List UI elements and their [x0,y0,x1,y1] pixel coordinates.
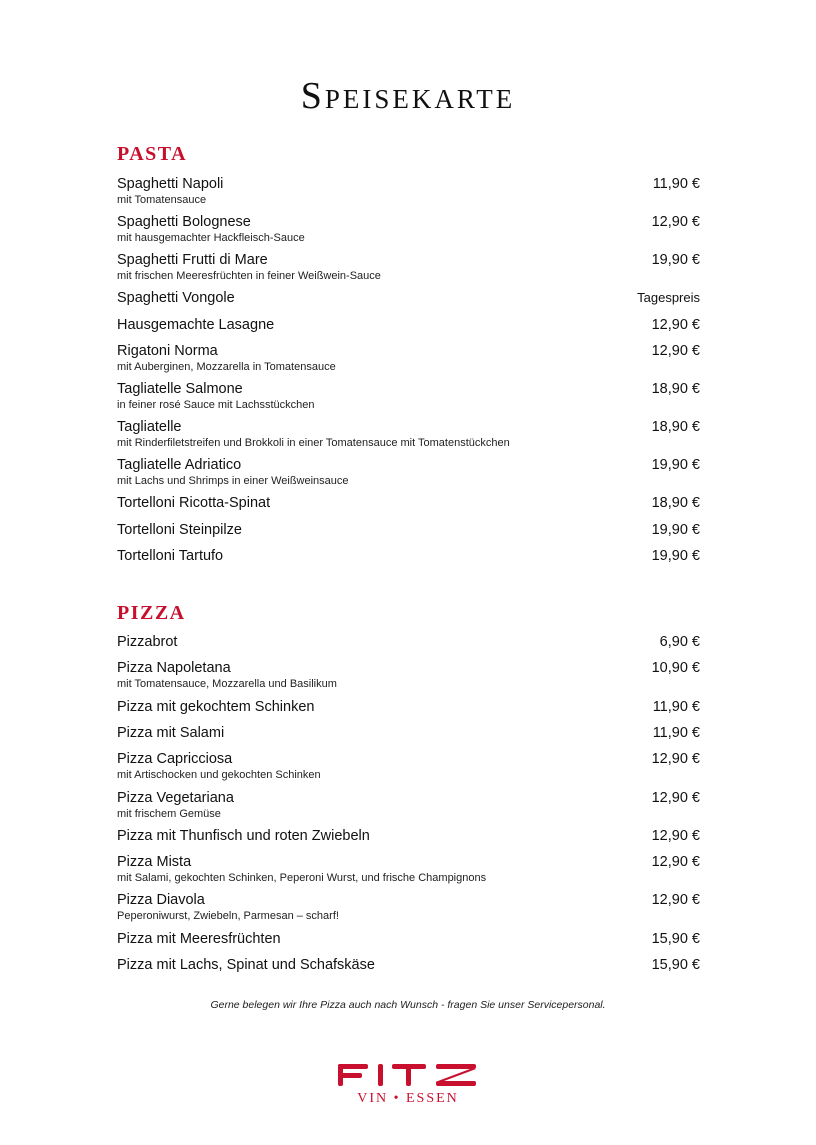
dish-description: mit frischem Gemüse [117,808,221,820]
dish-price: 12,90 € [651,751,700,767]
dish-name: Pizza Vegetariana [117,790,234,806]
dish-price: 18,90 € [651,381,700,397]
dish-price: Tagespreis [637,290,700,305]
dish-description: mit Rinderfiletstreifen und Brokkoli in einer Tomatensauce mit Tomatenstückchen [117,437,510,449]
dish-price: 11,90 € [652,176,700,192]
dish-name: Pizza mit Meeresfrüchten [117,931,281,947]
dish-name: Pizza Mista [117,854,192,870]
dish-description: mit Tomatensauce [117,194,207,206]
dish-name: Tortelloni Steinpilze [117,522,242,538]
dish-price: 12,90 € [651,828,700,844]
dish-name: Tortelloni Tartufo [117,548,224,564]
menu-item [117,659,700,691]
dish-price: 19,90 € [651,252,700,268]
menu-item [117,633,700,651]
logo-wordmark [336,1062,480,1088]
page-title: Speisekarte [300,75,516,117]
logo-tagline: VIN • ESSEN [357,1091,459,1106]
menu-item [117,724,700,742]
menu-item [117,853,700,885]
dish-name: Spaghetti Vongole [117,290,235,306]
dish-price: 12,90 € [651,214,700,230]
pizza-custom-note: Gerne belegen wir Ihre Pizza auch nach Wunsch - fragen Sie unser Servicepersonal. [210,999,606,1011]
dish-name: Spaghetti Frutti di Mare [117,252,268,268]
dish-price: 15,90 € [651,931,700,947]
dish-name: Pizza Capricciosa [117,751,233,767]
menu-item [117,547,700,565]
menu-item [117,698,700,716]
dish-description: mit hausgemachter Hackfleisch-Sauce [117,232,305,244]
dish-price: 18,90 € [651,419,700,435]
dish-price: 11,90 € [652,725,700,741]
section-heading-pizza: PIZZA [117,602,186,624]
dish-price: 19,90 € [651,522,700,538]
dish-description: mit Auberginen, Mozzarella in Tomatensauce [117,361,336,373]
dish-name: Spaghetti Napoli [117,176,224,192]
menu-item [117,418,700,450]
dish-price: 15,90 € [651,957,700,973]
dish-name: Pizzabrot [117,634,178,650]
menu-item [117,521,700,539]
menu-item [117,289,700,307]
dish-name: Hausgemachte Lasagne [117,317,275,333]
section-heading-pasta: PASTA [117,143,188,165]
dish-description: Peperoniwurst, Zwiebeln, Parmesan – scharf! [117,910,339,922]
dish-name: Tagliatelle [117,419,182,435]
dish-name: Tagliatelle Adriatico [117,457,242,473]
dish-description: mit Salami, gekochten Schinken, Peperoni Wurst, und frische Champignons [117,872,487,884]
dish-price: 19,90 € [651,548,700,564]
dish-name: Tagliatelle Salmone [117,381,243,397]
menu-item [117,316,700,334]
dish-price: 12,90 € [651,892,700,908]
menu-item [117,494,700,512]
dish-description: in feiner rosé Sauce mit Lachsstückchen [117,399,315,411]
menu-item [117,930,700,948]
dish-name: Pizza mit Thunfisch und roten Zwiebeln [117,828,370,844]
dish-price: 12,90 € [651,343,700,359]
dish-name: Rigatoni Norma [117,343,218,359]
dish-price: 10,90 € [651,660,700,676]
dish-description: mit frischen Meeresfrüchten in feiner Weißwein-Sauce [117,270,381,282]
menu-item [117,827,700,845]
menu-item [117,750,700,782]
dish-name: Spaghetti Bolognese [117,214,251,230]
menu-item [117,251,700,283]
dish-price: 12,90 € [651,854,700,870]
dish-price: 12,90 € [651,790,700,806]
dish-price: 18,90 € [651,495,700,511]
menu-item [117,213,700,245]
dish-price: 19,90 € [651,457,700,473]
dish-name: Tortelloni Ricotta-Spinat [117,495,271,511]
dish-description: mit Artischocken und gekochten Schinken [117,769,321,781]
menu-item [117,342,700,374]
menu-item [117,789,700,821]
menu-item [117,380,700,412]
menu-item [117,175,700,207]
dish-description: mit Lachs und Shrimps in einer Weißweinsauce [117,475,349,487]
restaurant-logo [336,1062,480,1110]
dish-name: Pizza mit gekochtem Schinken [117,699,315,715]
menu-item [117,956,700,974]
dish-name: Pizza Napoletana [117,660,231,676]
dish-name: Pizza Diavola [117,892,205,908]
menu-item [117,456,700,488]
dish-price: 12,90 € [651,317,700,333]
dish-price: 6,90 € [659,634,700,650]
dish-name: Pizza mit Lachs, Spinat und Schafskäse [117,957,375,973]
dish-name: Pizza mit Salami [117,725,225,741]
menu-item [117,891,700,923]
dish-price: 11,90 € [652,699,700,715]
dish-description: mit Tomatensauce, Mozzarella und Basilikum [117,678,337,690]
